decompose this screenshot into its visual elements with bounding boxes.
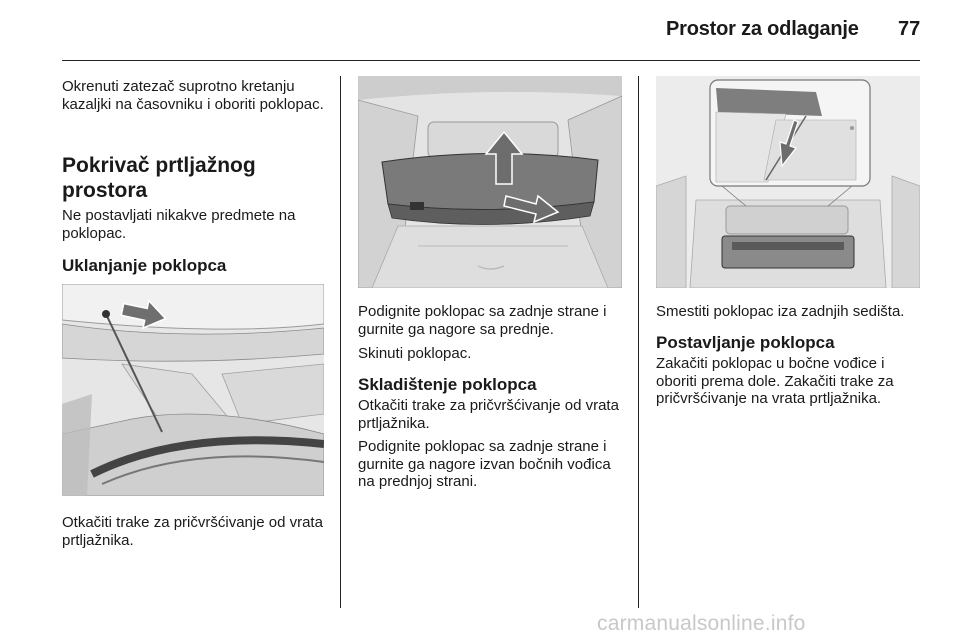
column-divider-2 — [638, 76, 639, 608]
installation-heading: Postavljanje poklopca — [656, 333, 835, 352]
sub-heading: Uklanjanje poklopca — [62, 256, 227, 275]
figure-caption: Smestiti poklopac iza zadnjih sedišta. — [656, 303, 905, 320]
storage-heading: Skladištenje poklopca — [358, 375, 537, 394]
page-header — [0, 0, 960, 62]
paragraph-3: Otkačiti trake za pričvršćivanje od vrata prtljažnika. — [358, 397, 619, 432]
figure-caption: Otkačiti trake za pričvršćivanje od vrata prtljažnika. — [62, 514, 323, 549]
column-divider-1 — [340, 76, 341, 608]
section-title: Prostor za odlaganje — [666, 18, 859, 40]
section-text: Ne postavljati nikakve predmete na poklopac. — [62, 207, 296, 242]
page-number: 77 — [898, 18, 921, 40]
watermark: carmanualsonline.info — [597, 612, 806, 635]
figure-tailgate-strap — [62, 284, 324, 496]
paragraph-4: Podignite poklopac sa zadnje strane i gurnite ga nagore izvan bočnih vođica na prednjoj strani. — [358, 438, 611, 490]
intro-text: Okrenuti zatezač suprotno kretanju kazaljki na časovniku i oboriti poklopac. — [62, 78, 324, 113]
header-rule — [62, 60, 920, 61]
paragraph-2: Skinuti poklopac. — [358, 345, 472, 362]
figure-cover-removal — [358, 76, 622, 288]
figure-cover-stowed — [656, 76, 920, 288]
installation-text: Zakačiti poklopac u bočne vođice i oboriti prema dole. Zakačiti trake za pričvršćivanje na vrata prtljažnika. — [656, 355, 894, 407]
section-heading: Pokrivač prtljažnog prostora — [62, 154, 256, 202]
paragraph-1: Podignite poklopac sa zadnje strane i gurnite ga nagore sa prednje. — [358, 303, 607, 338]
